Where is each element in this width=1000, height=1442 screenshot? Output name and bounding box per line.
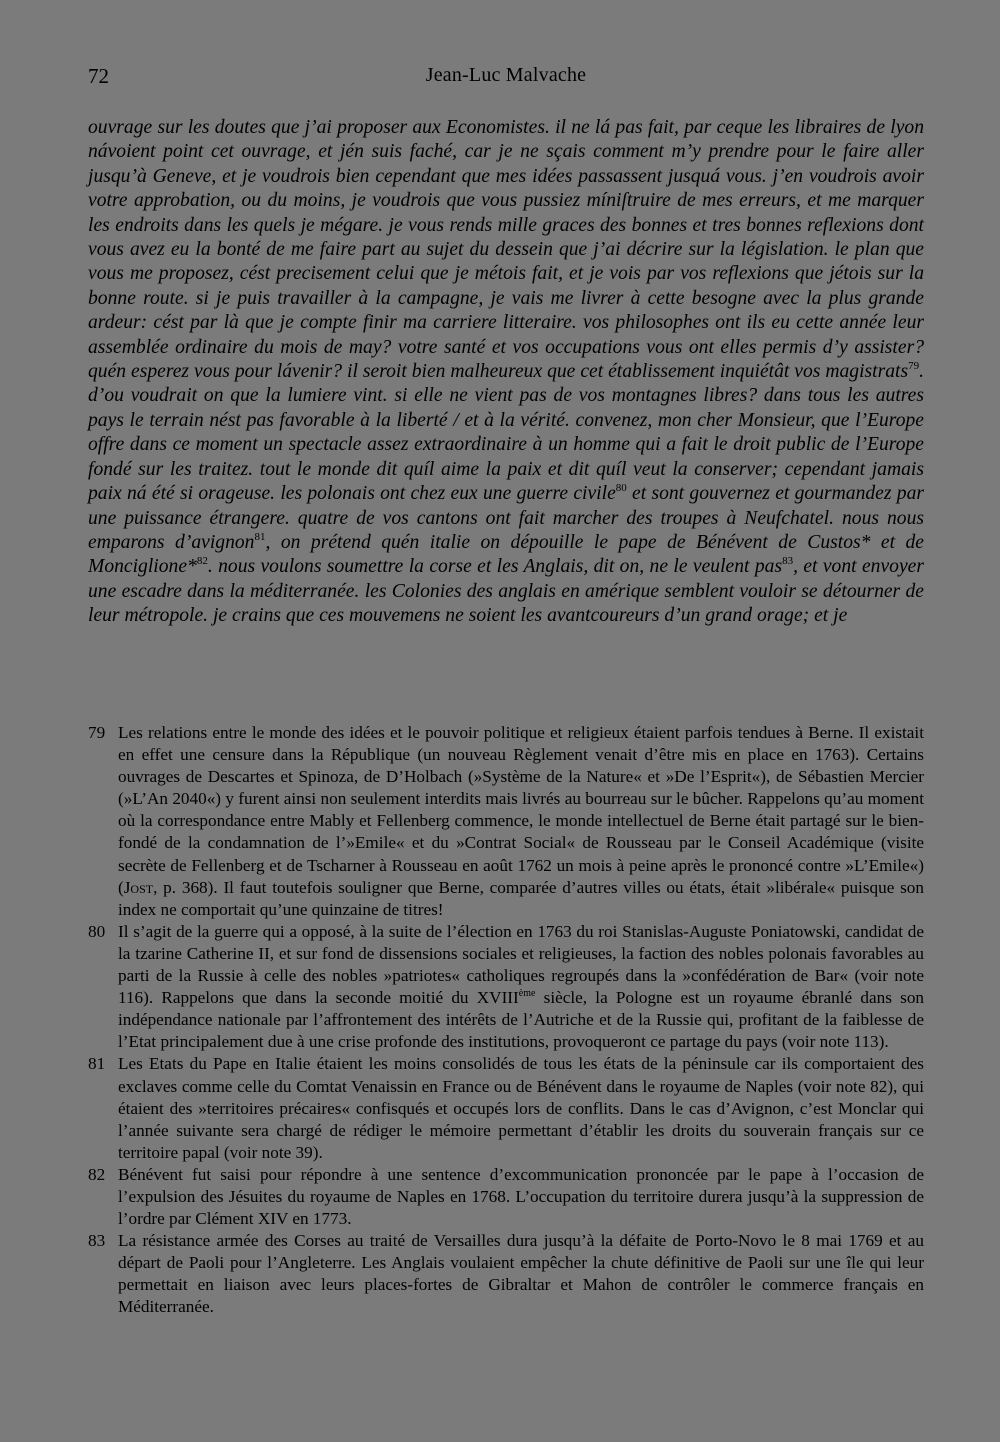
footnote-80	[88, 921, 924, 1054]
footnote-ref-82: 82	[196, 555, 208, 568]
footnote-text: Les relations entre le monde des idées et le pouvoir politique et religieux étaient parfois tendues à Berne. Il existait en effet une censure dans la République (un nouveau Règlement venait d’être mis en place en 1763). Certains ouvrages de Descartes et Spinoza, de D’Holbach (»Système de la Nature« et »De l’Esprit«), de Sébastien Mercier (»L’An 2040«) y furent ainsi non seulement interdits mais livrés au bourreau sur le bûcher. Rappelons qu’au moment où la correspondance entre Mably et Fellenberg commence, le monde intellectuel de Berne était partagé sur le bien-fondé de la condamnation de l’»Emile« et du »Contrat Social« de Rousseau par le Conseil Académique (visite secrète de Fellenberg et de Tscharner à Rousseau en août 1762 un mois à peine après le prononcé contre »L’Emile«) (	[118, 723, 924, 897]
footnote-81	[88, 1053, 924, 1163]
letter-text	[88, 116, 924, 629]
letter-segment: et sont gouvernez et gourmandez par une puissance étrangere. quatre de vos cantons ont fait marcher des troupes à Neufchatel. nous nous emparons d’avignon	[88, 483, 924, 553]
footnote-83	[88, 1230, 924, 1318]
page-number: 72	[88, 64, 109, 88]
footnote-79	[88, 722, 924, 921]
footnote-ref-79: 79	[908, 360, 920, 373]
footnote-author: Jost	[123, 877, 154, 897]
running-head: Jean-Luc Malvache	[425, 64, 587, 86]
letter-segment: ouvrage sur les doutes que j’ai proposer aux Economistes. il ne lá pas fait, par ceque les libraires de lyon návoient point cet ouvrage, et jén suis faché, car je ne sçais comment m’y prendre pour le faire aller jusqu’à Geneve, et je voudrois bien cependant que mes idées passassent jusquá vous. j’en voudrois avoir votre approbation, ou du moins, je voudrois que vous pussiez míniſtruire de mes erreurs, et me marquer les endroits dans les quels je mégare. je vous rends mille graces des bonnes et tres bonnes reflexions dont vous avez eu la bonté de me faire part au sujet du dessein que j’ai décrire sur la législation. le plan que vous me proposez, cést precisement celui que je métois fait, et je vois par vos reflexions que jétois sur la bonne route. si je puis travailler à la campagne, je vais me livrer à cette besogne avec la plus grande ardeur: cést par là que je compte finir ma carriere litteraire. vos philosophes ont ils eu cette année leur assemblée ordinaire du mois de may? votre santé et vos occupations vous ont elles permis d’y assister? quén esperez vous pour lávenir? il seroit bien malheureux que cet établissement inquiétât vos magistrats	[88, 117, 924, 383]
footnote-number: 82	[88, 1164, 106, 1184]
footnotes	[88, 722, 924, 1319]
footnote-text: siècle, la Pologne est un royaume ébranlé dans son indépendance nationale par l’affrontement des intérêts de l’Autriche et de la Russie qui, profitant de la faiblesse de l’Etat principalement due à une crise profonde des institutions, provoqueront ce partage du pays (voir note 113).	[118, 988, 925, 1052]
letter-segment: . d’ou voudrait on que la lumiere vint. si elle ne vient pas de vos montagnes libres? dans tous les autres pays le terrain nést pas favorable à la liberté / et à la vérité. convenez, mon cher Monsieur, que l’Europe offre dans ce moment un spectacle assez extraordinaire à un homme qui a fait le droit public de l’Europe fondé sur les traitez. tout le monde dit quíl aime la paix et dit quíl veut la conserver; cependant jamais paix ná été si orageuse. les polonais ont chez eux une guerre civile	[88, 361, 924, 505]
footnote-number: 80	[88, 921, 106, 941]
footnote-number: 79	[88, 723, 106, 742]
letter-segment: , et vont envoyer une escadre dans la méditerranée. les Colonies des anglais en amérique semblent vouloir se détourner de leur métropole. je crains que ces mouvemens ne soient les avantcoureurs d’un grand orage; et je	[88, 556, 924, 627]
footnote-superscript: ème	[518, 988, 536, 1000]
footnote-text: Bénévent fut saisi pour répondre à une sentence d’excommunication prononcée par le pape à l’occasion de l’expulsion des Jésuites du royaume de Naples en 1768. L’occupation du territoire durera jusqu’à la suppression de l’ordre par Clément XIV en 1773.	[118, 1164, 924, 1229]
letter-segment: , on prétend quén italie on dépouille le pape de Bénévent de Custos* et de Monciglione*	[88, 531, 924, 578]
footnote-number: 81	[88, 1054, 106, 1074]
letter-segment: . nous voulons soumettre la corse et les Anglais, dit on, ne le veulent pas	[207, 556, 783, 578]
footnote-ref-80: 80	[615, 482, 627, 495]
footnote-82	[88, 1164, 924, 1230]
footnote-ref-83: 83	[782, 555, 794, 568]
footnote-number: 83	[88, 1231, 106, 1251]
footnote-text: La résistance armée des Corses au traité de Versailles dura jusqu’à la défaite de Porto-Novo le 8 mai 1769 et au départ de Paoli pour l’Angleterre. Les Anglais voulaient empêcher la chute définitive de Paoli sur une île qui leur permettait en liaison avec leurs places-fortes de Gibraltar et Mahon de contrôler le commerce français en Méditerranée.	[118, 1231, 924, 1317]
footnote-text: Il s’agit de la guerre qui a opposé, à la suite de l’élection en 1763 du roi Stanislas-Auguste Poniatowski, candidat de la tzarine Catherine II, et sur fond de dissensions sociales et religieuses, la faction des nobles polonais favorables au parti de la Russie à celle des nobles »patriotes« catholiques regroupés dans la »confédération de Bar« (voir note 116). Rappelons que dans la seconde moitié du XVIII	[118, 921, 924, 1008]
footnote-text: , p. 368). Il faut toutefois souligner que Berne, comparée d’autres villes ou états, était »libérale« puisque son index ne comportait qu’une quinzaine de titres!	[118, 877, 924, 919]
footnote-ref-81: 81	[254, 530, 266, 543]
page-header	[88, 64, 924, 92]
footnote-text: Les Etats du Pape en Italie étaient les moins consolidés de tous les états de la péninsule car ils comportaient des exclaves comme celle du Comtat Venaissin en France ou de Bénévent dans le royaume de Naples (voir note 82), qui étaient des »territoires précaires« confisqués et occupés lors de conflits. Dans le cas d’Avignon, c’est Monclar qui l’année suivante sera chargé de rédiger le mémoire permettant d’établir les droits du souverain français sur ce territoire papal (voir note 39).	[118, 1054, 924, 1162]
